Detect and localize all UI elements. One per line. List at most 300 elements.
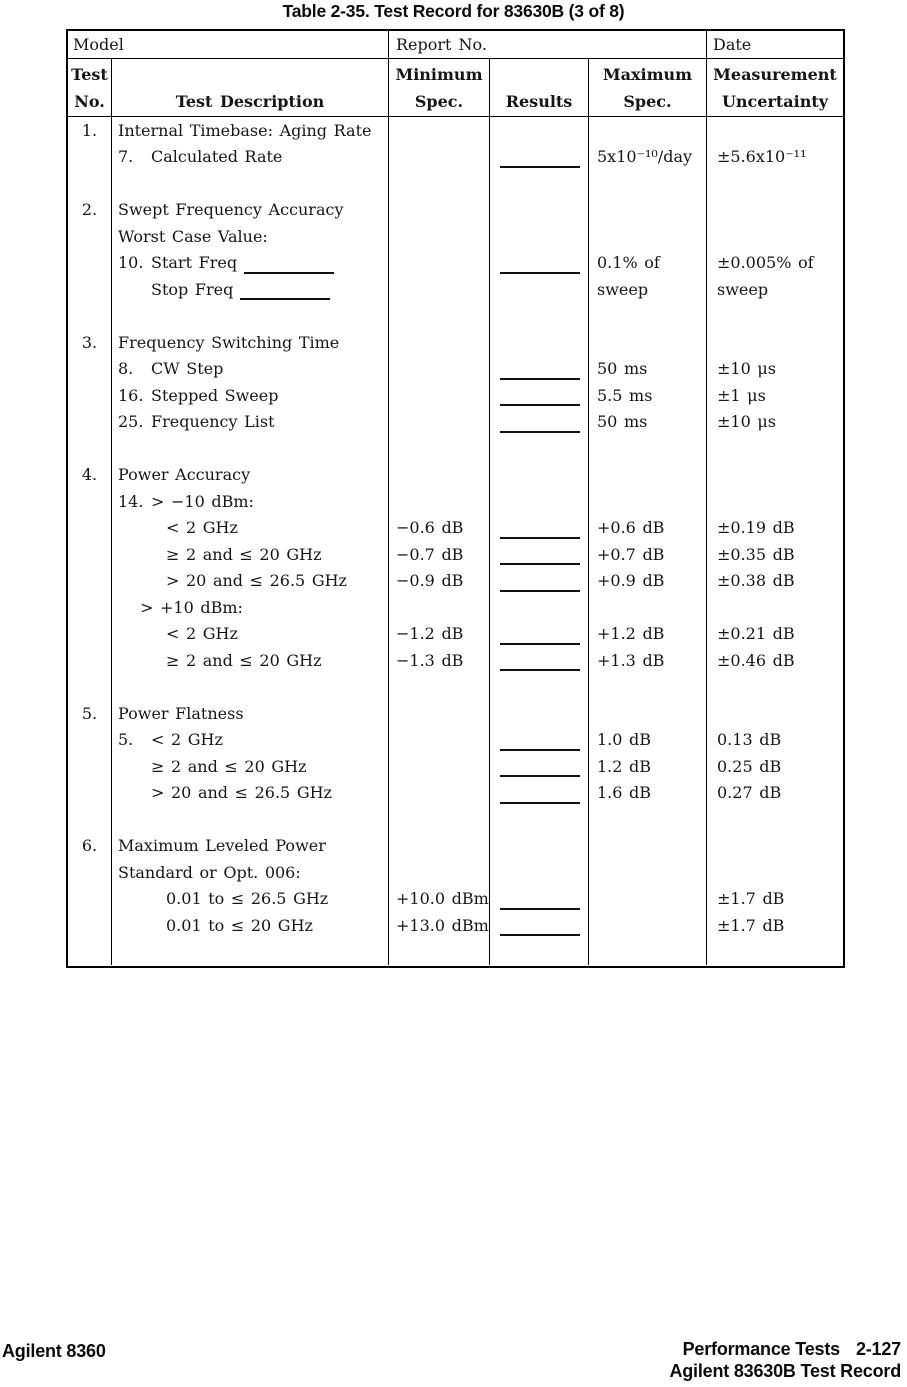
report-no-field: Report No. [389, 31, 707, 58]
results-blank-line [500, 922, 580, 936]
results-blank-line [500, 419, 580, 433]
min-spec-cell [389, 382, 490, 409]
uncertainty-cell: ±0.46 dB [717, 650, 795, 670]
min-spec-cell [389, 780, 490, 807]
table-row [68, 303, 843, 330]
uncertainty-cell [707, 303, 843, 330]
table-row [68, 912, 843, 939]
footer-right-block [669, 1338, 901, 1382]
table-row [68, 515, 843, 542]
table-row [68, 594, 843, 621]
min-spec-cell [389, 117, 490, 144]
max-spec-cell: 50 ms [589, 356, 707, 383]
max-spec-cell [589, 488, 707, 515]
results-cell [490, 700, 589, 727]
description-cell [112, 382, 389, 409]
table-row [68, 780, 843, 807]
results-cell [490, 833, 589, 860]
results-cell [490, 647, 589, 674]
uncertainty-cell [707, 329, 843, 356]
test-no-cell: 3. [68, 329, 112, 356]
min-spec-cell [389, 859, 490, 886]
min-spec-cell [389, 409, 490, 436]
results-blank-line [500, 763, 580, 777]
description-text: 0.01 to ≤ 26.5 GHz [166, 889, 329, 909]
results-blank-line [500, 790, 580, 804]
min-spec-cell: −1.2 dB [389, 621, 490, 648]
min-spec-cell [389, 303, 490, 330]
max-spec-cell: 1.2 dB [589, 753, 707, 780]
results-cell [490, 197, 589, 224]
test-no-cell [68, 356, 112, 383]
header-min-spec-line1: Minimum [395, 65, 483, 84]
header-uncertainty-line2: Uncertainty [721, 92, 829, 111]
header-results-line2: Results [505, 92, 573, 111]
test-no-cell [68, 912, 112, 939]
test-record-table [66, 29, 845, 968]
uncertainty-cell: ±10 μs [717, 359, 776, 379]
results-blank-line [500, 154, 580, 168]
page-title: Table 2-35. Test Record for 83630B (3 of 8) [282, 1, 625, 21]
max-spec-cell [589, 223, 707, 250]
description-text: ≥ 2 and ≤ 20 GHz [151, 756, 307, 776]
description-cell [112, 356, 389, 383]
uncertainty-cell [707, 700, 843, 727]
results-cell [490, 753, 589, 780]
item-number: 10. [118, 253, 144, 273]
table-header-row [68, 59, 843, 117]
description-text: Maximum Leveled Power [118, 836, 326, 856]
results-cell [490, 276, 589, 303]
test-no-cell [68, 886, 112, 913]
test-no-cell [68, 727, 112, 754]
table-row [68, 753, 843, 780]
min-spec-cell [389, 700, 490, 727]
header-min-spec-line2: Spec. [414, 92, 464, 111]
header-results [490, 59, 589, 116]
uncertainty-cell: 0.27 dB [717, 783, 782, 803]
table-row [68, 700, 843, 727]
results-cell [490, 223, 589, 250]
uncertainty-cell [707, 435, 843, 462]
max-spec-cell [589, 435, 707, 462]
description-text: < 2 GHz [166, 518, 238, 538]
description-cell [112, 223, 389, 250]
description-text: Standard or Opt. 006: [118, 862, 301, 882]
max-spec-cell: +0.7 dB [589, 541, 707, 568]
test-no-cell [68, 515, 112, 542]
description-text: < 2 GHz [151, 730, 223, 750]
uncertainty-cell [707, 806, 843, 833]
min-spec-cell: +10.0 dBm [389, 886, 490, 913]
uncertainty-cell: ±0.005% of [717, 253, 814, 273]
max-spec-cell [589, 462, 707, 489]
max-spec-cell [589, 303, 707, 330]
uncertainty-cell: ±0.21 dB [717, 624, 795, 644]
table-row [68, 329, 843, 356]
min-spec-cell: +13.0 dBm [389, 912, 490, 939]
description-cell [112, 833, 389, 860]
header-min-spec [389, 59, 490, 116]
max-spec-cell [589, 939, 707, 966]
table-row [68, 727, 843, 754]
table-row [68, 462, 843, 489]
footer-chapter-label: Performance Tests [682, 1339, 840, 1359]
max-spec-cell [589, 859, 707, 886]
table-row [68, 488, 843, 515]
description-blank-line [240, 286, 330, 300]
description-text: Power Flatness [118, 703, 244, 723]
results-cell [490, 594, 589, 621]
min-spec-cell [389, 144, 490, 171]
min-spec-cell: −1.3 dB [389, 647, 490, 674]
description-cell [112, 859, 389, 886]
table-row [68, 223, 843, 250]
header-uncertainty-line1: Measurement [713, 65, 837, 84]
item-number: 5. [118, 730, 134, 750]
results-blank-line [500, 525, 580, 539]
test-no-cell [68, 144, 112, 171]
item-number: 14. [118, 491, 144, 511]
max-spec-cell: 5x10⁻¹⁰/day [589, 144, 707, 171]
date-field: Date [713, 35, 752, 54]
table-row [68, 859, 843, 886]
uncertainty-cell: ±1.7 dB [717, 889, 785, 909]
test-no-cell [68, 250, 112, 277]
uncertainty-cell: ±1.7 dB [717, 915, 785, 935]
max-spec-cell: +0.6 dB [589, 515, 707, 542]
table-row [68, 117, 843, 144]
max-spec-cell: +1.2 dB [589, 621, 707, 648]
max-spec-cell: 5.5 ms [589, 382, 707, 409]
header-results-line1 [490, 61, 588, 88]
table-row [68, 568, 843, 595]
results-blank-line [500, 578, 580, 592]
test-no-cell [68, 859, 112, 886]
description-text: Start Freq [151, 253, 238, 273]
description-cell [112, 250, 389, 277]
description-cell [112, 117, 389, 144]
test-no-cell [68, 276, 112, 303]
uncertainty-cell [707, 939, 843, 966]
max-spec-cell [589, 594, 707, 621]
max-spec-cell: 1.6 dB [589, 780, 707, 807]
results-cell [490, 329, 589, 356]
test-no-cell [68, 621, 112, 648]
max-spec-cell: 1.0 dB [589, 727, 707, 754]
item-number: 8. [118, 359, 134, 379]
header-max-spec [589, 59, 707, 116]
min-spec-cell [389, 806, 490, 833]
min-spec-cell [389, 462, 490, 489]
results-blank-line [500, 631, 580, 645]
uncertainty-cell: 0.25 dB [717, 756, 782, 776]
test-no-cell [68, 541, 112, 568]
results-cell [490, 303, 589, 330]
description-text: > −10 dBm: [151, 491, 254, 511]
header-description-line1 [112, 61, 388, 88]
min-spec-cell [389, 276, 490, 303]
description-cell [112, 197, 389, 224]
test-no-cell [68, 488, 112, 515]
table-body [68, 117, 843, 966]
description-text: CW Step [151, 359, 224, 379]
results-cell [490, 912, 589, 939]
min-spec-cell [389, 674, 490, 701]
max-spec-cell: 50 ms [589, 409, 707, 436]
item-number: 25. [118, 412, 144, 432]
min-spec-cell [389, 727, 490, 754]
description-text: ≥ 2 and ≤ 20 GHz [166, 650, 322, 670]
test-no-cell [68, 409, 112, 436]
description-text: Frequency List [151, 412, 275, 432]
uncertainty-cell [707, 462, 843, 489]
header-test-no-line2: No. [74, 92, 105, 111]
description-text: Calculated Rate [151, 147, 283, 167]
results-cell [490, 170, 589, 197]
results-blank-line [500, 551, 580, 565]
test-no-cell: 2. [68, 197, 112, 224]
results-cell [490, 409, 589, 436]
description-cell [112, 409, 389, 436]
max-spec-cell [589, 833, 707, 860]
results-cell [490, 621, 589, 648]
header-description [112, 59, 389, 116]
header-test-no [68, 59, 112, 116]
min-spec-cell [389, 197, 490, 224]
description-text: ≥ 2 and ≤ 20 GHz [166, 544, 322, 564]
table-row [68, 276, 843, 303]
description-text: > 20 and ≤ 26.5 GHz [166, 571, 347, 591]
test-no-cell [68, 170, 112, 197]
table-row [68, 250, 843, 277]
uncertainty-cell [707, 117, 843, 144]
min-spec-cell [389, 356, 490, 383]
uncertainty-cell: 0.13 dB [717, 730, 782, 750]
results-cell [490, 727, 589, 754]
description-cell [112, 700, 389, 727]
description-cell [112, 886, 389, 913]
max-spec-cell: 0.1% of [589, 250, 707, 277]
results-cell [490, 541, 589, 568]
max-spec-cell: +0.9 dB [589, 568, 707, 595]
test-no-cell [68, 303, 112, 330]
uncertainty-cell: ±0.19 dB [717, 518, 795, 538]
header-max-spec-line1: Maximum [602, 65, 693, 84]
test-no-cell: 4. [68, 462, 112, 489]
test-no-cell [68, 780, 112, 807]
min-spec-cell [389, 594, 490, 621]
description-cell [112, 939, 389, 966]
uncertainty-cell: ±1 μs [717, 385, 766, 405]
description-cell [112, 515, 389, 542]
table-row [68, 647, 843, 674]
table-row [68, 541, 843, 568]
results-cell [490, 886, 589, 913]
description-text: Frequency Switching Time [118, 332, 340, 352]
test-no-cell [68, 753, 112, 780]
results-blank-line [500, 392, 580, 406]
uncertainty-cell: ±0.35 dB [717, 544, 795, 564]
uncertainty-cell [707, 594, 843, 621]
results-cell [490, 859, 589, 886]
footer-chapter-line [669, 1338, 901, 1360]
min-spec-cell [389, 250, 490, 277]
table-row [68, 144, 843, 171]
uncertainty-cell [707, 197, 843, 224]
results-cell [490, 488, 589, 515]
description-text: < 2 GHz [166, 624, 238, 644]
results-cell [490, 250, 589, 277]
uncertainty-cell: ±5.6x10⁻¹¹ [717, 147, 807, 167]
results-cell [490, 462, 589, 489]
description-cell [112, 303, 389, 330]
min-spec-cell: −0.6 dB [389, 515, 490, 542]
uncertainty-cell [707, 170, 843, 197]
results-blank-line [500, 896, 580, 910]
table-row [68, 621, 843, 648]
description-text: 0.01 to ≤ 20 GHz [166, 915, 313, 935]
table-row [68, 197, 843, 224]
test-no-cell [68, 435, 112, 462]
max-spec-cell [589, 912, 707, 939]
results-cell [490, 780, 589, 807]
description-text: Power Accuracy [118, 465, 251, 485]
description-cell [112, 806, 389, 833]
description-blank-line [244, 260, 334, 274]
header-max-spec-line2: Spec. [623, 92, 672, 111]
header-test-no-line1: Test [71, 65, 108, 84]
description-text: Stepped Sweep [151, 385, 279, 405]
uncertainty-cell [707, 833, 843, 860]
results-blank-line [500, 260, 580, 274]
test-no-cell [68, 594, 112, 621]
max-spec-cell: sweep [589, 276, 707, 303]
results-blank-line [500, 366, 580, 380]
max-spec-cell [589, 886, 707, 913]
results-blank-line [500, 737, 580, 751]
description-cell [112, 568, 389, 595]
min-spec-cell: −0.7 dB [389, 541, 490, 568]
test-no-cell [68, 568, 112, 595]
max-spec-cell [589, 197, 707, 224]
description-cell [112, 912, 389, 939]
results-blank-line [500, 657, 580, 671]
table-meta-row [68, 31, 843, 59]
uncertainty-cell [707, 223, 843, 250]
description-cell [112, 276, 389, 303]
description-cell [112, 753, 389, 780]
table-row [68, 806, 843, 833]
results-cell [490, 144, 589, 171]
description-text: > 20 and ≤ 26.5 GHz [151, 783, 332, 803]
test-no-cell: 5. [68, 700, 112, 727]
description-cell [112, 594, 389, 621]
test-no-cell: 1. [68, 117, 112, 144]
results-cell [490, 356, 589, 383]
min-spec-cell [389, 753, 490, 780]
min-spec-cell [389, 223, 490, 250]
description-text: Swept Frequency Accuracy [118, 200, 344, 220]
footer-page-number: 2-127 [855, 1339, 901, 1359]
description-cell [112, 462, 389, 489]
description-cell [112, 435, 389, 462]
table-row [68, 382, 843, 409]
test-no-cell [68, 223, 112, 250]
description-cell [112, 329, 389, 356]
description-cell [112, 144, 389, 171]
uncertainty-cell: ±0.38 dB [717, 571, 795, 591]
max-spec-cell [589, 674, 707, 701]
results-cell [490, 515, 589, 542]
min-spec-cell [389, 939, 490, 966]
description-cell [112, 621, 389, 648]
max-spec-cell [589, 329, 707, 356]
table-row [68, 939, 843, 966]
max-spec-cell [589, 700, 707, 727]
uncertainty-cell [707, 488, 843, 515]
min-spec-cell [389, 329, 490, 356]
table-row [68, 833, 843, 860]
description-cell [112, 170, 389, 197]
results-cell [490, 674, 589, 701]
test-no-cell: 6. [68, 833, 112, 860]
uncertainty-cell: sweep [717, 279, 769, 299]
description-cell [112, 727, 389, 754]
footer-model-label: Agilent 8360 [2, 1341, 106, 1361]
test-no-cell [68, 806, 112, 833]
test-no-cell [68, 647, 112, 674]
results-cell [490, 806, 589, 833]
test-no-cell [68, 674, 112, 701]
table-row [68, 435, 843, 462]
min-spec-cell: −0.9 dB [389, 568, 490, 595]
max-spec-cell [589, 117, 707, 144]
description-cell [112, 780, 389, 807]
table-row [68, 674, 843, 701]
uncertainty-cell [707, 674, 843, 701]
item-number: 16. [118, 385, 144, 405]
footer-record-label: Agilent 83630B Test Record [669, 1361, 901, 1381]
max-spec-cell [589, 170, 707, 197]
min-spec-cell [389, 435, 490, 462]
description-cell [112, 674, 389, 701]
min-spec-cell [389, 488, 490, 515]
min-spec-cell [389, 833, 490, 860]
results-cell [490, 568, 589, 595]
results-cell [490, 117, 589, 144]
min-spec-cell [389, 170, 490, 197]
uncertainty-cell [707, 859, 843, 886]
model-field: Model [68, 31, 389, 58]
table-row [68, 886, 843, 913]
max-spec-cell [589, 806, 707, 833]
table-row [68, 170, 843, 197]
item-number: 7. [118, 147, 134, 167]
results-cell [490, 939, 589, 966]
description-cell [112, 647, 389, 674]
description-text: Stop Freq [151, 279, 234, 299]
results-cell [490, 435, 589, 462]
header-description-line2: Test Description [175, 92, 325, 111]
header-uncertainty [707, 59, 843, 116]
table-row [68, 356, 843, 383]
test-no-cell [68, 939, 112, 966]
uncertainty-cell: ±10 μs [717, 412, 776, 432]
description-text: Internal Timebase: Aging Rate [118, 120, 372, 140]
description-cell [112, 488, 389, 515]
max-spec-cell: +1.3 dB [589, 647, 707, 674]
